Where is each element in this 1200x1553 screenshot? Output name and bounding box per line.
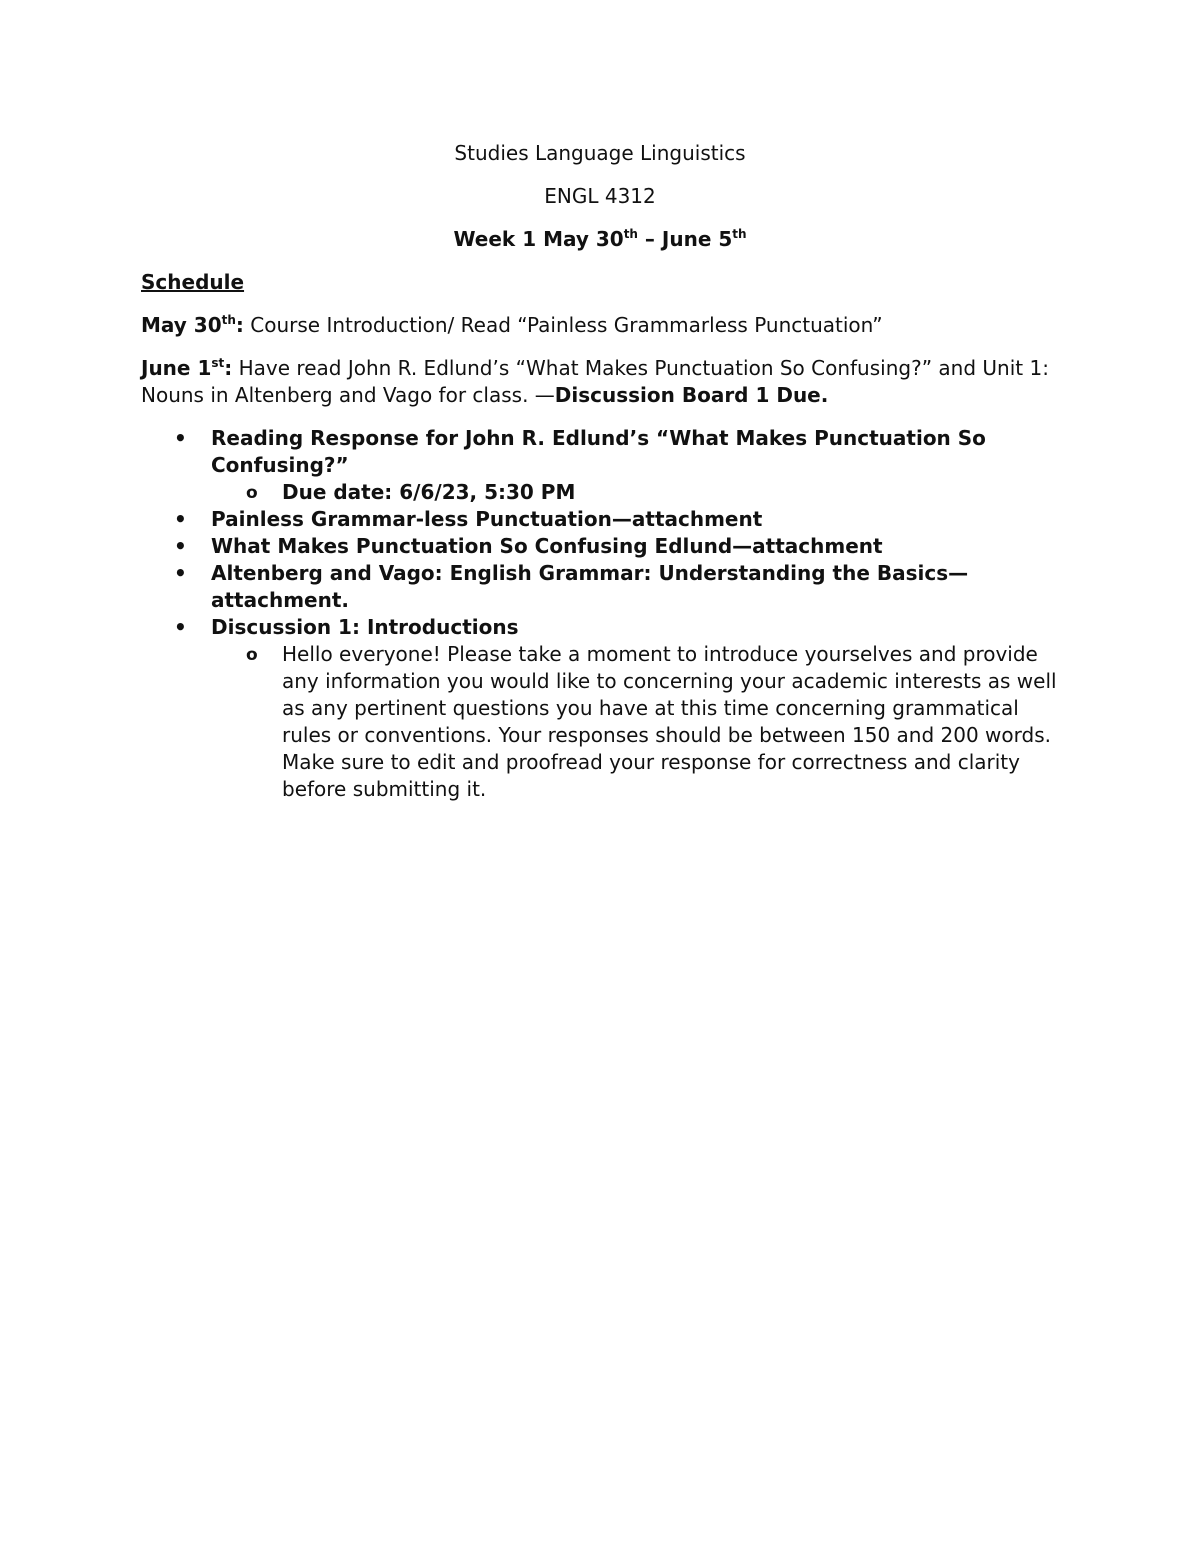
list-item: [141, 614, 1061, 641]
entry-text: Course Introduction/ Read “Painless Grammarless Punctuation”: [243, 313, 883, 337]
entry-date-colon: :: [235, 313, 244, 337]
entry-date-sup: th: [221, 313, 236, 327]
list-item-text: What Makes Punctuation So Confusing Edlund—attachment: [211, 534, 883, 558]
assignment-list: [141, 425, 1061, 803]
sub-list-item-text: Hello everyone! Please take a moment to introduce yourselves and provide any information you would like to concerning your academic interests as well as any pertinent questions you have at this time concerning grammatical rules or conventions. Your responses should be between 150 and 200 words. Make sure to edit and proofread your response for correctness and clarity before submitting it.: [282, 642, 1057, 801]
week-mid: – June 5: [637, 227, 733, 251]
schedule-entry-may-30: [141, 312, 1061, 339]
entry-date-main: May 30: [141, 313, 222, 337]
sub-list-item-text: Due date: 6/6/23, 5:30 PM: [282, 480, 576, 504]
bullet-icon: •: [174, 561, 187, 585]
schedule-heading: Schedule: [141, 270, 245, 294]
bullet-icon: •: [174, 507, 187, 531]
week-heading: [0, 226, 1200, 253]
entry-date: [141, 313, 244, 337]
sub-bullet-icon: o: [246, 645, 258, 665]
entry-date-main: June 1: [141, 356, 212, 380]
week-sup-2: th: [732, 227, 747, 241]
list-item: [141, 506, 1061, 533]
schedule-entry-june-1: [141, 355, 1051, 409]
course-code: ENGL 4312: [544, 184, 656, 208]
entry-date-sup: st: [211, 356, 225, 370]
sub-list-item: [141, 641, 1061, 803]
entry-text: Have read John R. Edlund’s “What Makes Punctuation So Confusing?” and Unit 1: Nouns in Altenberg and Vago for class. —: [141, 356, 1049, 407]
sub-bullet-icon: o: [246, 483, 258, 503]
entry-date: [141, 356, 232, 380]
sub-list-item: [141, 479, 1061, 506]
list-item-text: Discussion 1: Introductions: [211, 615, 519, 639]
list-item-text: Reading Response for John R. Edlund’s “What Makes Punctuation So Confusing?”: [211, 426, 986, 477]
document-title: Studies Language Linguistics: [454, 141, 746, 165]
bullet-icon: •: [174, 426, 187, 450]
entry-bold-tail: Discussion Board 1 Due.: [554, 383, 829, 407]
list-item-text: Altenberg and Vago: English Grammar: Understanding the Basics—attachment.: [211, 561, 969, 612]
list-item: [141, 425, 1061, 479]
bullet-icon: •: [174, 534, 187, 558]
week-prefix: Week 1 May 30: [453, 227, 624, 251]
bullet-icon: •: [174, 615, 187, 639]
list-item: [141, 560, 1061, 614]
list-item: [141, 533, 1061, 560]
entry-date-colon: :: [224, 356, 233, 380]
week-sup-1: th: [623, 227, 638, 241]
list-item-text: Painless Grammar-less Punctuation—attachment: [211, 507, 763, 531]
